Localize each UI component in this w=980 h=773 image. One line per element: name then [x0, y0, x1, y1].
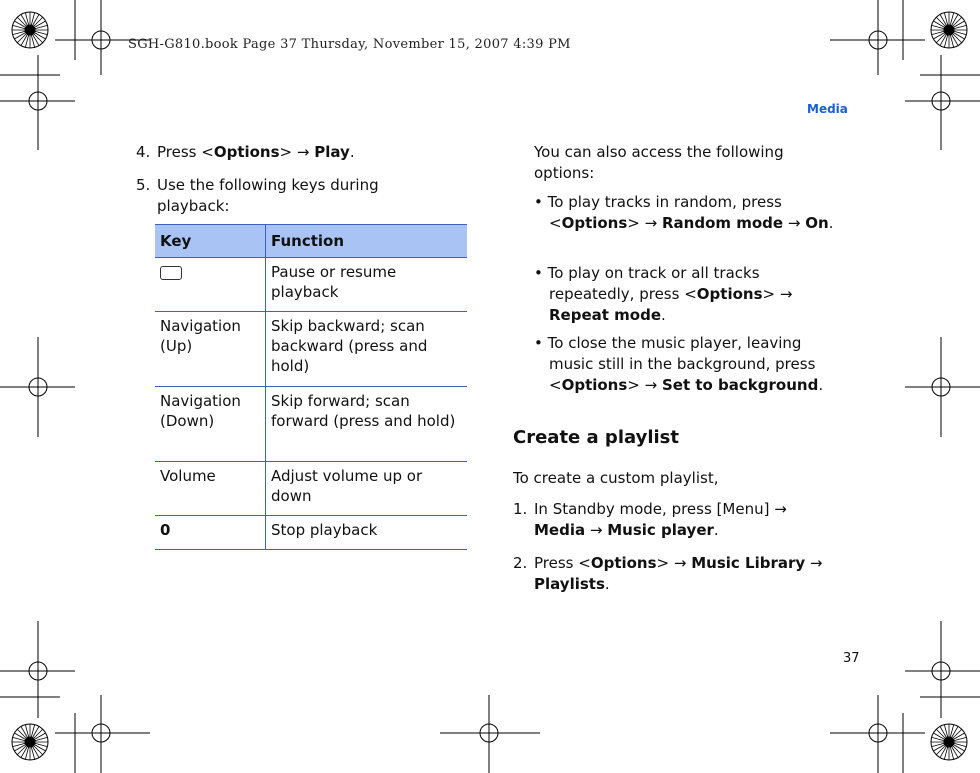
- crosshair-mark: [830, 0, 925, 75]
- header-key: Key: [155, 225, 266, 258]
- options-intro: You can also access the following options:: [534, 143, 784, 182]
- crosshair-mark: [905, 621, 980, 718]
- step-number: 4.: [136, 143, 151, 161]
- crosshair-mark: [0, 337, 75, 437]
- table-header-row: [155, 225, 467, 258]
- step-5: [136, 175, 426, 217]
- round-key-icon: [160, 266, 182, 280]
- crosshair-mark: [905, 55, 980, 150]
- crosshair-mark: [905, 337, 980, 437]
- table-row: [155, 462, 467, 516]
- crosshair-mark: [0, 55, 75, 150]
- step-4: 4. Press <Options> → Play.: [136, 143, 355, 161]
- function-cell: Skip forward; scan forward (press and hold): [266, 387, 468, 462]
- crosshair-mark: [55, 695, 150, 773]
- list-item: • To close the music player, leaving music still in the background, press <Options> → Set to background.: [534, 334, 824, 394]
- function-cell: Adjust volume up or down: [266, 462, 468, 516]
- function-cell: Stop playback: [266, 516, 468, 550]
- bullet-dot: •: [534, 334, 543, 352]
- bullet-dot: •: [534, 264, 543, 282]
- table-row: [155, 387, 467, 462]
- table-row: [155, 516, 467, 550]
- section-label: Media: [807, 102, 848, 116]
- crosshair-mark: [830, 695, 925, 773]
- step-number: 2.: [513, 554, 528, 572]
- table-row: [155, 258, 467, 312]
- step-2: 2. Press <Options> → Music Library → Playlists.: [513, 554, 823, 593]
- key-cell: Navigation (Up): [155, 312, 266, 387]
- key-cell: 0: [155, 516, 266, 550]
- page-number: 37: [843, 651, 860, 666]
- heading-intro: To create a custom playlist,: [513, 469, 719, 487]
- key-cell: Navigation (Down): [155, 387, 266, 462]
- table-row: [155, 312, 467, 387]
- function-cell: Skip backward; scan backward (press and hold): [266, 312, 468, 387]
- bullet-dot: •: [534, 193, 543, 211]
- list-item: • To play tracks in random, press <Options> → Random mode → On.: [534, 193, 834, 232]
- list-item: • To play on track or all tracks repeatedly, press <Options> → Repeat mode.: [534, 264, 793, 324]
- step-number: 1.: [513, 500, 528, 518]
- step-1: 1. In Standby mode, press [Menu] → Media → Music player.: [513, 500, 787, 539]
- playback-keys-table: [155, 224, 467, 550]
- step-text: Use the following keys during playback:: [157, 176, 379, 215]
- print-job-stamp: SGH-G810.book Page 37 Thursday, November 15, 2007 4:39 PM: [128, 37, 571, 52]
- key-cell: Volume: [155, 462, 266, 516]
- header-function: Function: [266, 225, 468, 258]
- section-heading: Create a playlist: [513, 427, 679, 448]
- function-cell: Pause or resume playback: [266, 258, 468, 312]
- crosshair-mark: [0, 621, 75, 718]
- crosshair-mark: [440, 695, 540, 773]
- step-number: 5.: [136, 176, 151, 194]
